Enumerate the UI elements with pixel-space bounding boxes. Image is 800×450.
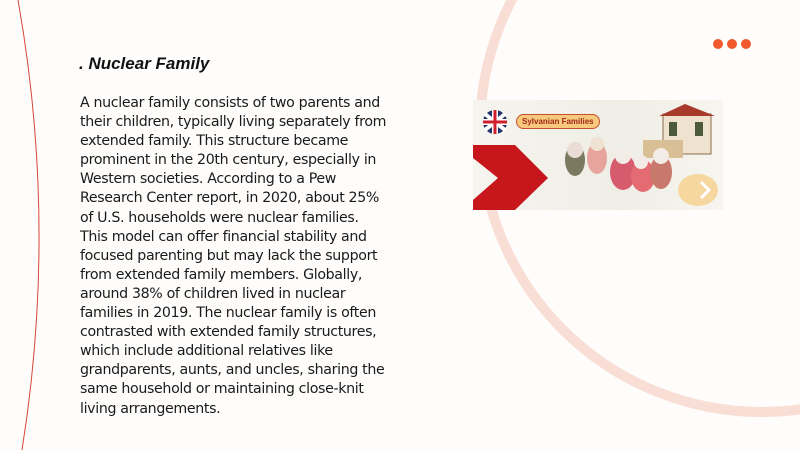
body-line: families in 2019. The nuclear family is often [80, 305, 377, 322]
chevron-graphic [473, 145, 548, 210]
dot-icon [727, 39, 737, 49]
dot-icon [741, 39, 751, 49]
slide-body-text [80, 94, 430, 419]
body-line: prominent in the 20th century, especially in [80, 152, 377, 169]
body-line: extended family. This structure became [80, 133, 349, 150]
body-line: living arrangements. [80, 400, 221, 417]
body-line: same household or maintaining close-knit [80, 381, 364, 398]
uk-flag-icon [483, 110, 507, 134]
body-line: of U.S. households were nuclear families. [80, 209, 359, 226]
decorative-dots [713, 39, 751, 49]
body-line: around 38% of children lived in nuclear [80, 285, 346, 302]
body-line: Western societies. According to a Pew [80, 171, 337, 188]
toy-house [643, 104, 715, 158]
body-line: grandparents, aunts, and uncles, sharing the [80, 362, 385, 379]
body-line: focused parenting but may lack the support [80, 247, 378, 264]
body-line: A nuclear family consists of two parents and [80, 95, 380, 111]
decorative-left-line [18, 0, 39, 450]
body-line: Research Center report, in 2020, about 25% [80, 190, 380, 207]
body-line: their children, typically living separately from [80, 114, 387, 131]
body-line: which include additional relatives like [80, 343, 333, 360]
sylvanian-families-image [473, 100, 723, 210]
body-line: contrasted with extended family structures, [80, 324, 377, 341]
sylvanian-families-logo: Sylvanian Families [516, 114, 600, 129]
slide-title: . Nuclear Family [79, 54, 210, 73]
dot-icon [713, 39, 723, 49]
body-line: from extended family members. Globally, [80, 266, 363, 283]
body-line: This model can offer financial stability and [80, 228, 367, 245]
